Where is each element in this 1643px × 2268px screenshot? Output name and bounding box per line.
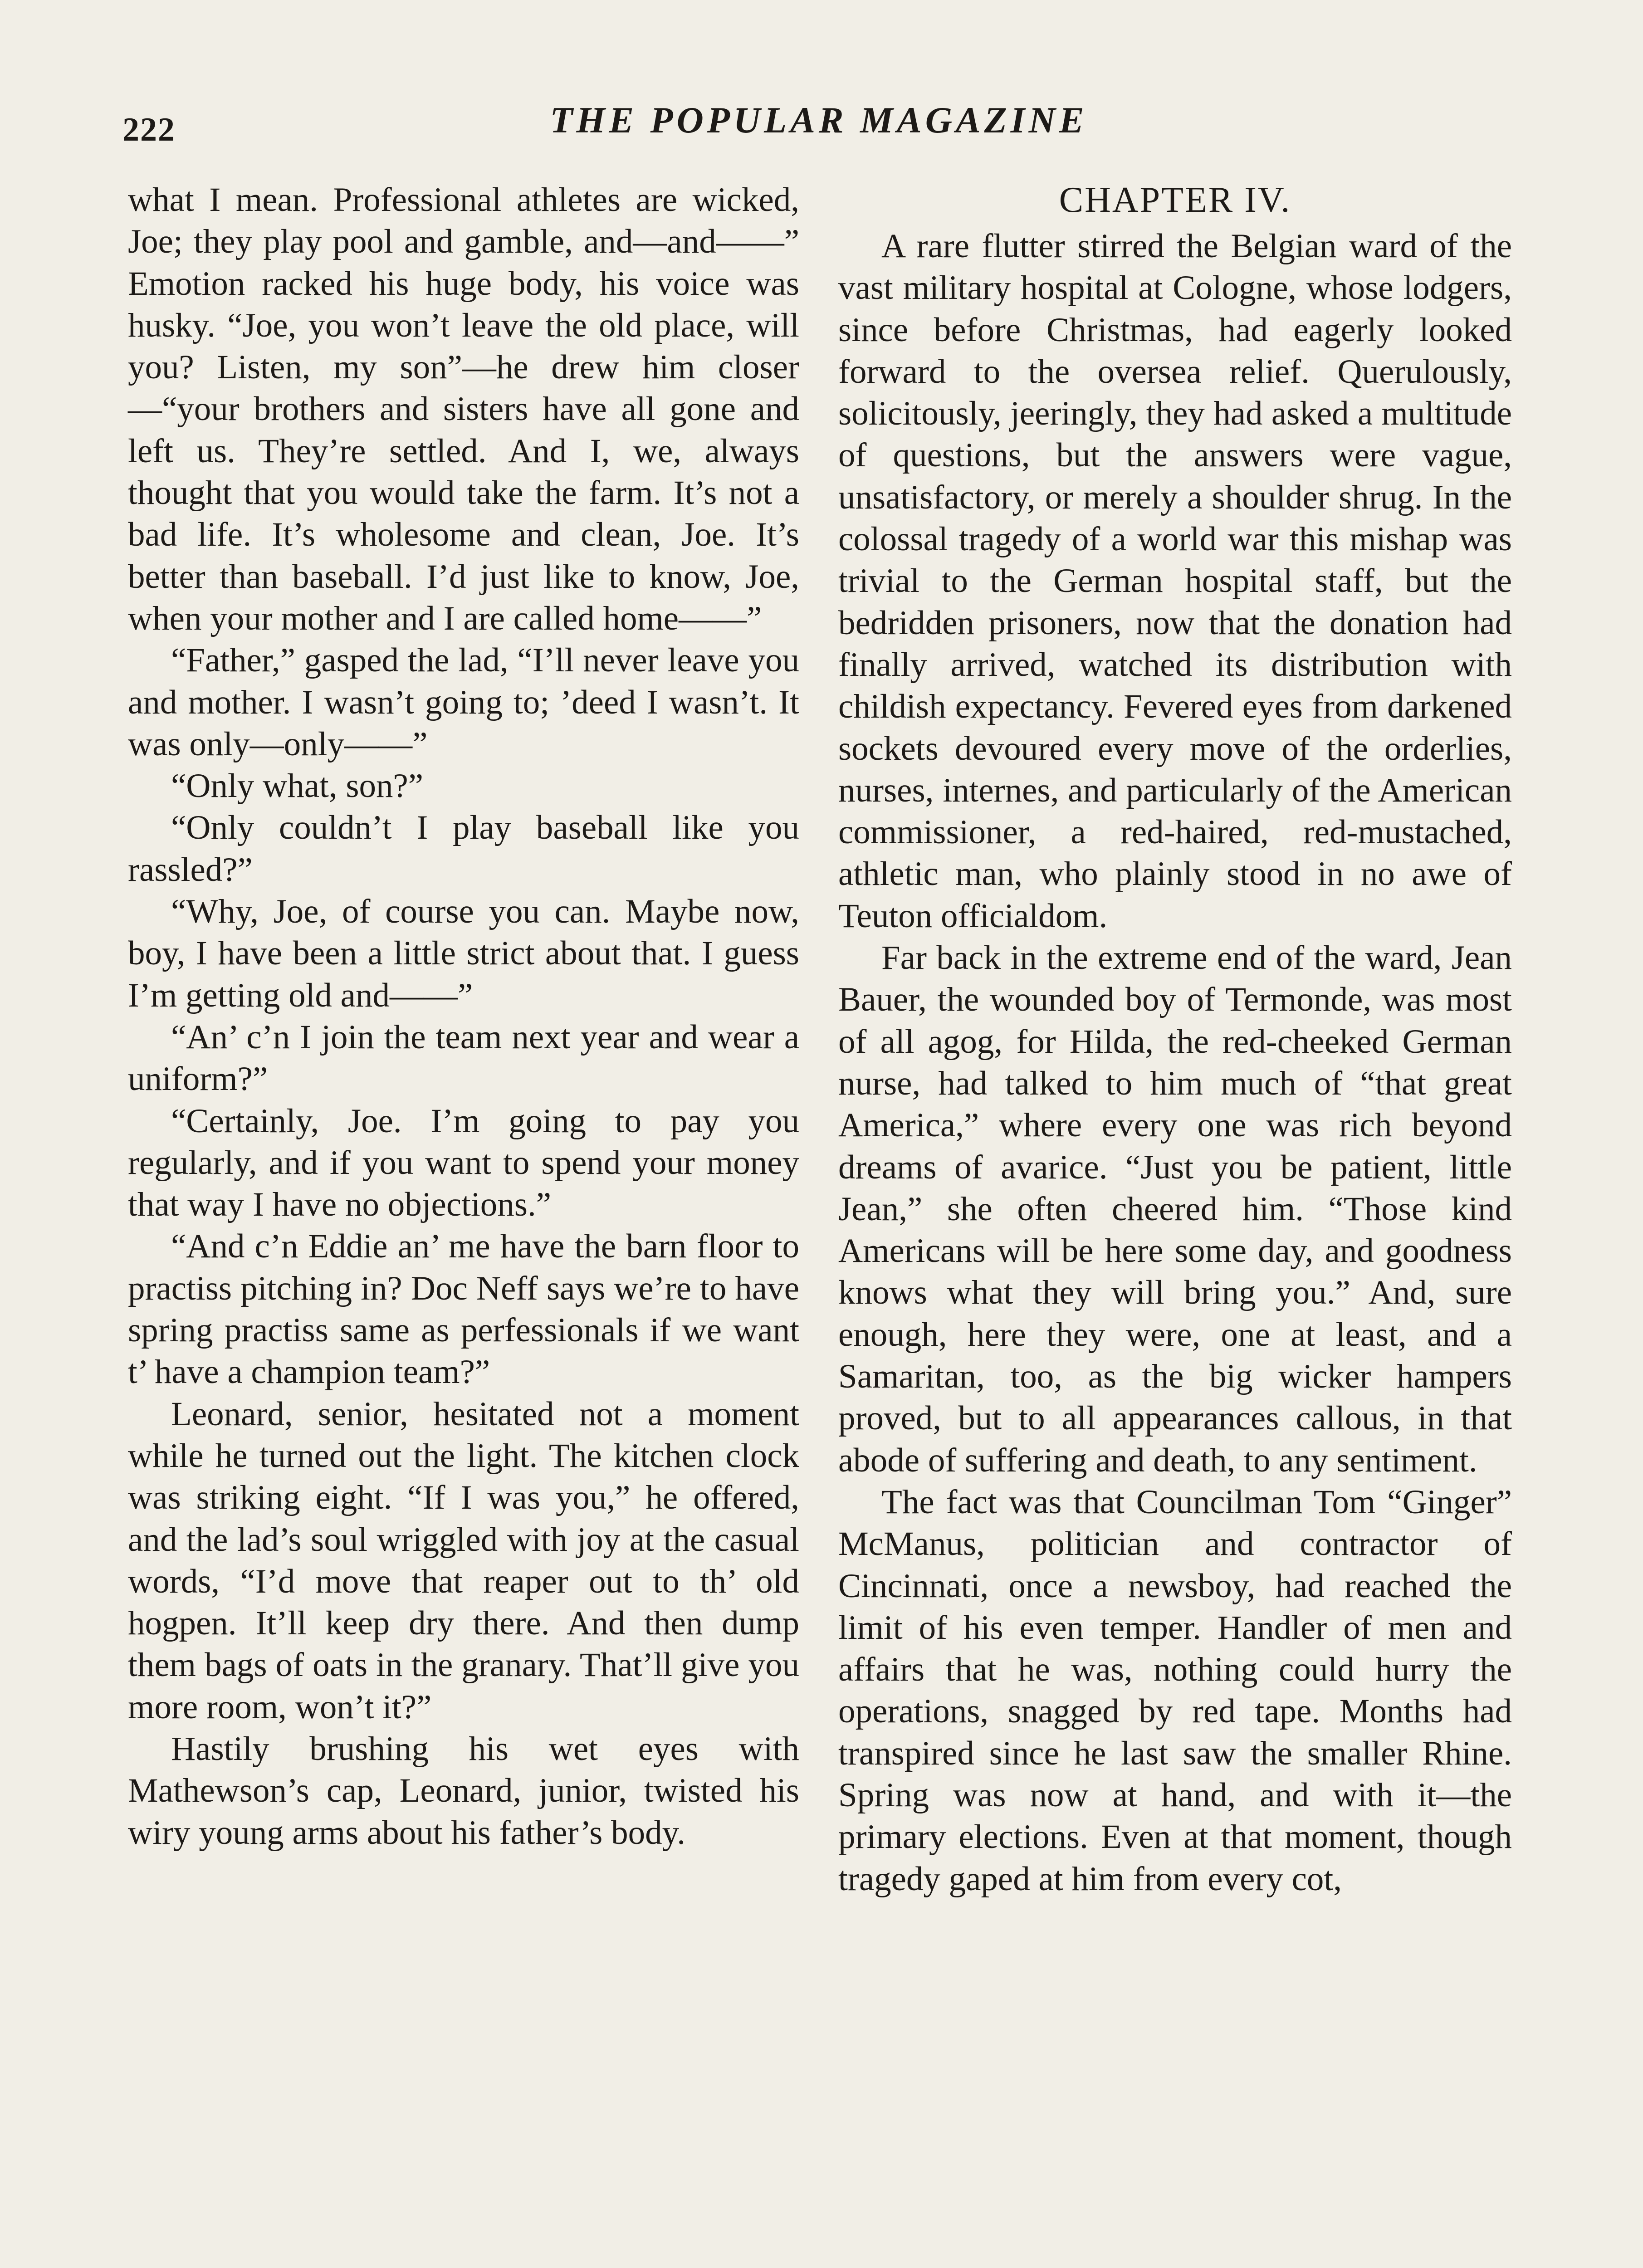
paragraph: The fact was that Councilman Tom “Ginger” McManus, politician and contractor of Cincinnati, once a newsboy, had reached the limit of his even temper. Handler of men and affairs that he was, nothing could hurry the operations, snagged by red tape. Months had transpired since he last saw the smaller Rhine. Spring was now at hand, and with it—the primary elections. Even at that moment, though tragedy gaped at him from every cot, — [838, 1483, 1512, 1898]
paragraph: “Certainly, Joe. I’m going to pay you regularly, and if you want to spend your money that way I have no objections.” — [128, 1102, 799, 1224]
page-number: 222 — [122, 111, 176, 148]
paragraph: Leonard, senior, hesitated not a moment while he turned out the light. The kitchen clock was striking eight. “If I was you,” he offered, and the lad’s soul wriggled with joy at the casual words, “I’d move that reaper out to th’ old hogpen. It’ll keep dry there. And then dump them bags of oats in the granary. That’ll give you more room, won’t it?” — [128, 1395, 799, 1726]
chapter-heading: CHAPTER IV. — [1059, 180, 1291, 220]
paragraph: “And c’n Eddie an’ me have the barn floor to practiss pitching in? Doc Neff says we’re to have spring practiss same as perfessionals if we want t’ have a champion team?” — [128, 1227, 799, 1391]
page-header — [122, 99, 1515, 153]
paragraph: Hastily brushing his wet eyes with Mathewson’s cap, Leonard, junior, twisted his wiry young arms about his father’s body. — [128, 1730, 799, 1852]
paragraph: “Why, Joe, of course you can. Maybe now, boy, I have been a little strict about that. I guess I’m getting old and——” — [128, 893, 799, 1014]
left-column — [128, 179, 799, 1854]
paragraph: “Only couldn’t I play baseball like you rassled?” — [128, 809, 799, 889]
paragraph: “Only what, son?” — [171, 767, 424, 805]
paragraph: “An’ c’n I join the team next year and wear a uniform?” — [128, 1018, 799, 1098]
right-column — [838, 179, 1512, 1900]
running-title: THE POPULAR MAGAZINE — [550, 99, 1088, 141]
paragraph: “Father,” gasped the lad, “I’ll never leave you and mother. I wasn’t going to; ’deed I wasn’t. It was only—only——” — [128, 641, 799, 763]
paragraph: what I mean. Professional athletes are wicked, Joe; they play pool and gamble, and—and——” Emotion racked his huge body, his voice was husky. “Joe, you won’t leave the old place, will you? Listen, my son”—he drew him closer—“your brothers and sisters have all gone and left us. They’re settled. And I, we, always thought that you would take the farm. It’s not a bad life. It’s wholesome and clean, Joe. It’s better than baseball. I’d just like to know, Joe, when your mother and I are called home——” — [128, 181, 799, 637]
paragraph: A rare flutter stirred the Belgian ward of the vast military hospital at Cologne, whose lodgers, since before Christmas, had eagerly looked forward to the oversea relief. Querulously, solicitously, jeeringly, they had asked a multitude of questions, but the answers were vague, unsatisfactory, or merely a shoulder shrug. In the colossal tragedy of a world war this mishap was trivial to the German hospital staff, but the bedridden prisoners, now that the donation had finally arrived, watched its distribution with childish expectancy. Fevered eyes from darkened sockets devoured every move of the orderlies, nurses, internes, and particularly of the American commissioner, a red-haired, red-mustached, athletic man, who plainly stood in no awe of Teuton officialdom. — [838, 227, 1512, 935]
paragraph: Far back in the extreme end of the ward, Jean Bauer, the wounded boy of Termonde, was most of all agog, for Hilda, the red-cheeked German nurse, had talked to him much of “that great America,” where every one was rich beyond dreams of avarice. “Just you be patient, little Jean,” she often cheered him. “Those kind Americans will be here some day, and goodness knows what they will bring you.” And, sure enough, here they were, one at least, and a Samaritan, too, as the big wicker hampers proved, but to all appearances callous, in that abode of suffering and death, to any sentiment. — [838, 939, 1512, 1479]
